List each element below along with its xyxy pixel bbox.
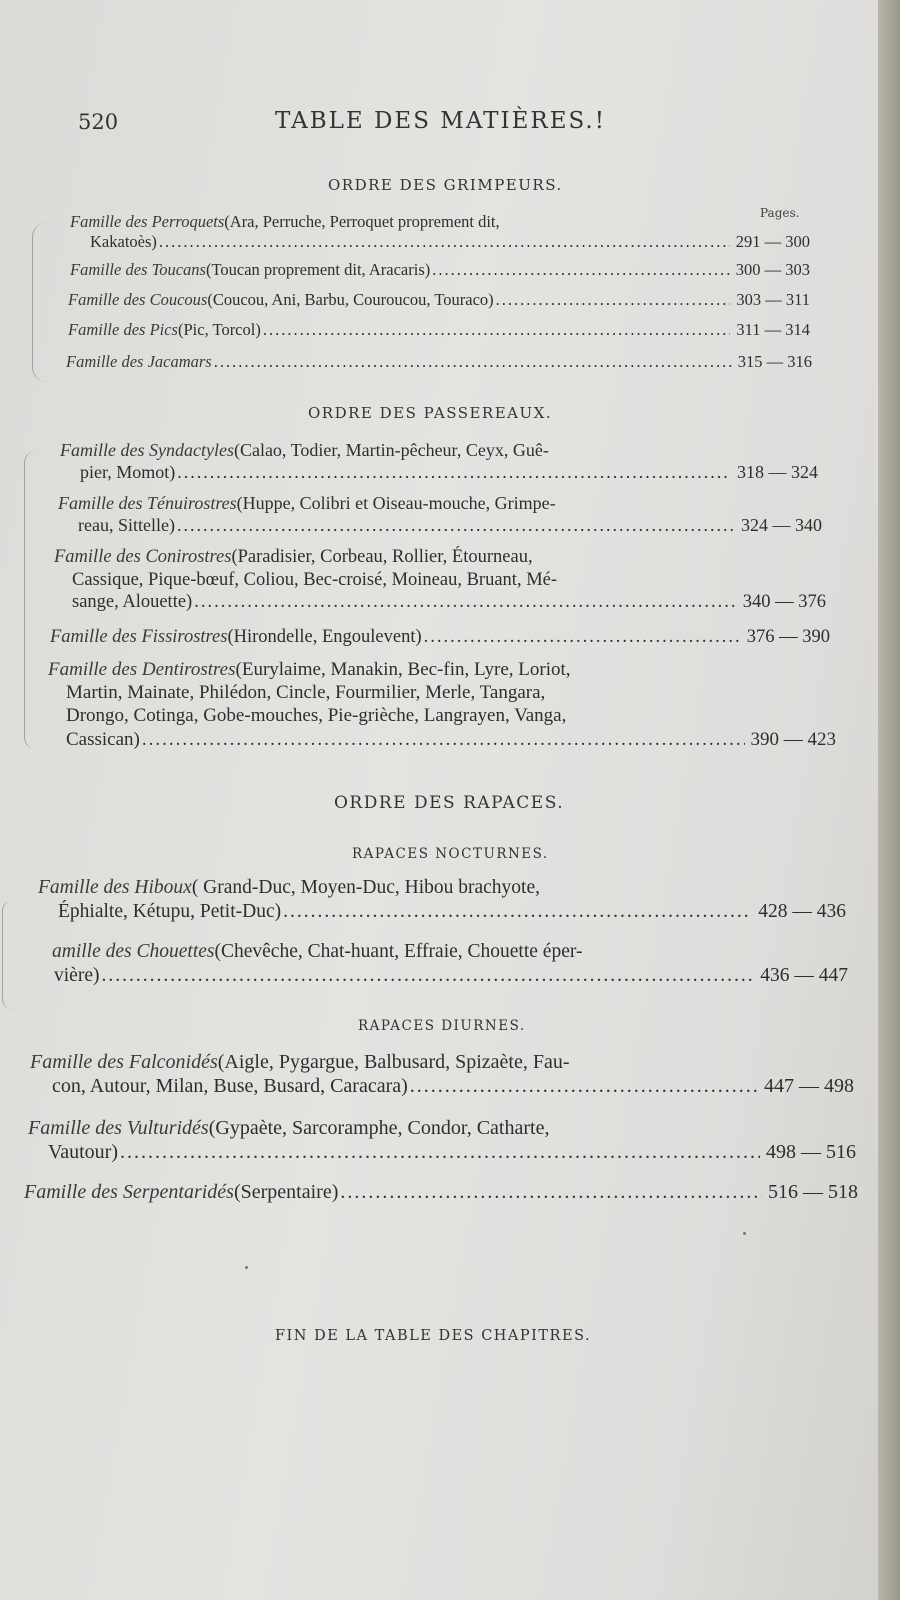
- toc-entry: [68, 290, 810, 310]
- family-name: Famille des Dentirostres: [48, 659, 236, 680]
- family-name: Famille des Jacamars: [66, 352, 212, 371]
- page-range: 428 — 436: [758, 900, 846, 922]
- toc-entry: [48, 658, 836, 751]
- pages-label: Pages.: [760, 206, 800, 220]
- leader-dots: [214, 352, 732, 372]
- toc-entry: [60, 440, 818, 484]
- page-range: 300 — 303: [735, 260, 810, 279]
- entry-text: (Pic, Torcol): [177, 320, 261, 339]
- entry-text: reau, Sittelle): [78, 514, 175, 535]
- entry-text: Vautour): [48, 1141, 118, 1164]
- entry-text: ( Grand-Duc, Moyen-Duc, Hibou brachyote,: [191, 877, 540, 898]
- family-name: Famille des Conirostres: [54, 547, 232, 567]
- toc-entry: [28, 1116, 856, 1165]
- leader-dots: [194, 591, 737, 614]
- leader-dots: [177, 462, 731, 484]
- family-name: Famille des Toucans: [70, 260, 206, 279]
- page-range: 498 — 516: [766, 1141, 856, 1164]
- end-note: FIN DE LA TABLE DES CHAPITRES.: [275, 1328, 592, 1344]
- leader-dots: [283, 900, 752, 924]
- leader-dots: [410, 1074, 758, 1098]
- entry-text: Martin, Mainate, Philédon, Cincle, Fourmilier, Merle, Tangara,: [66, 682, 546, 704]
- entry-text: Cassican): [66, 728, 140, 750]
- page-range: 390 — 423: [750, 728, 836, 750]
- entry-text: (Chevêche, Chat-huant, Effraie, Chouette éper-: [214, 941, 583, 962]
- toc-entry: [24, 1180, 858, 1204]
- entry-text: (Serpentaire): [233, 1181, 339, 1203]
- toc-entry: [38, 876, 846, 924]
- page-range: 447 — 498: [764, 1075, 854, 1098]
- leader-dots: [432, 260, 730, 280]
- pencil-bracket: [24, 450, 37, 750]
- toc-entry: [52, 940, 848, 988]
- family-name: Famille des Syndactyles: [60, 440, 234, 460]
- leader-dots: [159, 232, 730, 252]
- family-name: Famille des Hiboux: [38, 877, 192, 898]
- family-name: Famille des Serpentaridés: [24, 1181, 234, 1203]
- order-heading-passereaux: ORDRE DES PASSEREAUX.: [308, 404, 553, 422]
- toc-entry: [70, 260, 810, 280]
- entry-text: pier, Momot): [80, 461, 176, 482]
- pencil-bracket: [2, 900, 13, 1010]
- entry-text: (Paradisier, Corbeau, Rollier, Étourneau,: [231, 547, 533, 567]
- toc-entry: [70, 212, 810, 252]
- ink-speck: [743, 1232, 746, 1235]
- leader-dots: [177, 515, 735, 537]
- page-title: TABLE DES MATIÈRES.!: [275, 108, 606, 134]
- toc-entry: [50, 626, 830, 649]
- entry-text: (Huppe, Colibri et Oiseau-mouche, Grimpe-: [236, 493, 556, 513]
- entry-text: (Toucan proprement dit, Aracaris): [205, 260, 431, 279]
- leader-dots: [424, 626, 741, 649]
- subsection-heading-diurnes: RAPACES DIURNES.: [358, 1018, 526, 1034]
- toc-entry: [68, 320, 810, 340]
- entry-text: Éphialte, Kétupu, Petit-Duc): [58, 900, 282, 922]
- toc-entry: [58, 493, 822, 537]
- family-name: Famille des Falconidés: [30, 1051, 218, 1073]
- page-range: 318 — 324: [737, 461, 818, 482]
- subsection-heading-nocturnes: RAPACES NOCTURNES.: [352, 846, 549, 862]
- family-name: Famille des Vulturidés: [28, 1117, 209, 1139]
- page-range: 311 — 314: [736, 320, 810, 339]
- page-range: 340 — 376: [742, 592, 826, 613]
- page-edge: [878, 0, 900, 1600]
- leader-dots: [263, 320, 731, 340]
- page-number: 520: [78, 110, 119, 134]
- page-range: 516 — 518: [768, 1181, 858, 1203]
- family-name: Famille des Pics: [68, 320, 178, 339]
- entry-text: Kakatoès): [90, 232, 157, 252]
- family-name: Famille des Fissirostres: [50, 627, 228, 647]
- entry-text: (Gypaète, Sarcoramphe, Condor, Catharte,: [208, 1117, 550, 1139]
- page-range: 303 — 311: [736, 290, 810, 309]
- leader-dots: [496, 290, 731, 310]
- family-name: Famille des Ténuirostres: [58, 493, 237, 513]
- leader-dots: [101, 964, 754, 988]
- order-heading-rapaces: ORDRE DES RAPACES.: [334, 793, 565, 813]
- toc-entry: [66, 352, 812, 372]
- toc-entry: [54, 546, 826, 614]
- entry-text: Cassique, Pique-bœuf, Coliou, Bec-croisé, Moineau, Bruant, Mé-: [72, 569, 558, 590]
- leader-dots: [120, 1140, 760, 1164]
- entry-text: (Eurylaime, Manakin, Bec-fin, Lyre, Loriot,: [235, 659, 571, 680]
- toc-entry: [30, 1050, 854, 1099]
- page-range: 324 — 340: [741, 514, 822, 535]
- family-name: Famille des Perroquets: [70, 212, 225, 231]
- page-range: 376 — 390: [746, 627, 830, 647]
- entry-text: (Hirondelle, Engoulevent): [227, 627, 422, 647]
- entry-text: (Calao, Todier, Martin-pêcheur, Ceyx, Guê-: [233, 440, 549, 460]
- entry-text: (Aigle, Pygargue, Balbusard, Spizaète, Fau-: [217, 1051, 570, 1073]
- page-range: 315 — 316: [737, 352, 812, 371]
- family-name: amille des Chouettes: [52, 941, 215, 962]
- order-heading-grimpeurs: ORDRE DES GRIMPEURS.: [328, 176, 563, 194]
- leader-dots: [340, 1180, 762, 1204]
- entry-text: vière): [54, 964, 100, 986]
- family-name: Famille des Coucous: [68, 290, 208, 309]
- entry-text: con, Autour, Milan, Buse, Busard, Caracara): [52, 1075, 408, 1098]
- entry-text: (Coucou, Ani, Barbu, Couroucou, Touraco): [207, 290, 494, 309]
- entry-text: (Ara, Perruche, Perroquet proprement dit,: [224, 212, 500, 231]
- leader-dots: [142, 728, 745, 751]
- page-range: 436 — 447: [760, 964, 848, 986]
- page-range: 291 — 300: [735, 232, 810, 252]
- ink-speck: [245, 1266, 248, 1269]
- entry-text: Drongo, Cotinga, Gobe-mouches, Pie-grièche, Langrayen, Vanga,: [66, 705, 567, 727]
- entry-text: sange, Alouette): [72, 592, 193, 613]
- pencil-bracket: [32, 222, 47, 382]
